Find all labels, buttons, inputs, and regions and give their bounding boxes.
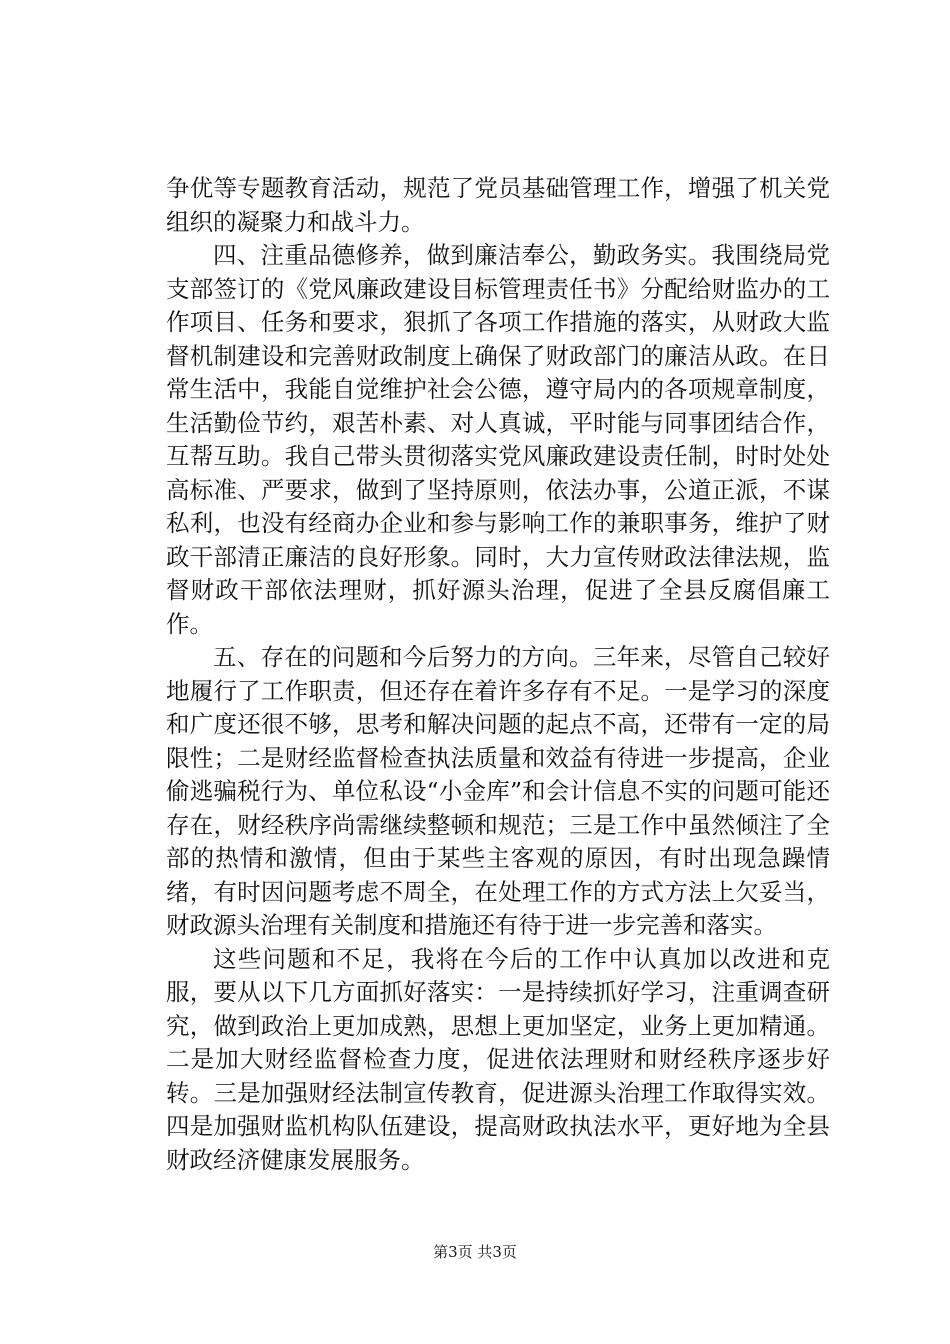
page-number-footer: 第3页 共3页 bbox=[433, 1243, 517, 1261]
document-body bbox=[166, 172, 830, 1177]
paragraph-problems: 五、存在的问题和今后努力的方向。三年来，尽管自己较好地履行了工作职责，但还存在着许多存有不足。一是学习的深度和广度还很不够，思考和解决问题的起点不高，还带有一定的局限性；二是财经监督检查执法质量和效益有待进一步提高，企业偷逃骗税行为、单位私设“小金库”和会计信息不实的问题可能还存在，财经秩序尚需继续整顿和规范；三是工作中虽然倾注了全部的热情和激情，但由于某些主客观的原因，有时出现急躁情绪，有时因问题考虑不周全，在处理工作的方式方法上欠妥当，财政源头治理有关制度和措施还有待于进一步完善和落实。 bbox=[166, 643, 830, 939]
paragraph-improvements: 这些问题和不足，我将在今后的工作中认真加以改进和克服，要从以下几方面抓好落实：一是持续抓好学习，注重调查研究，做到政治上更加成熟，思想上更加坚定，业务上更加精通。二是加大财经监督检查力度，促进依法理财和财经秩序逐步好转。三是加强财经法制宣传教育，促进源头治理工作取得实效。四是加强财监机构队伍建设，提高财政执法水平，更好地为全县财政经济健康发展服务。 bbox=[166, 944, 830, 1174]
paragraph-continuation: 争优等专题教育活动，规范了党员基础管理工作，增强了机关党组织的凝聚力和战斗力。 bbox=[166, 174, 830, 236]
paragraph-integrity: 四、注重品德修养，做到廉洁奉公，勤政务实。我围绕局党支部签订的《党风廉政建设目标管理责任书》分配给财监办的工作项目、任务和要求，狠抓了各项工作措施的落实，从财政大监督机制建设和完善财政制度上确保了财政部门的廉洁从政。在日常生活中，我能自觉维护社会公德，遵守局内的各项规章制度，生活勤俭节约，艰苦朴素、对人真诚，平时能与同事团结合作，互帮互助。我自己带头贯彻落实党风廉政建设责任制，时时处处高标准、严要求，做到了坚持原则，依法办事，公道正派，不谋私利，也没有经商办企业和参与影响工作的兼职事务，维护了财政干部清正廉洁的良好形象。同时，大力宣传财政法律法规，监督财政干部依法理财，抓好源头治理，促进了全县反腐倡廉工作。 bbox=[166, 241, 830, 638]
